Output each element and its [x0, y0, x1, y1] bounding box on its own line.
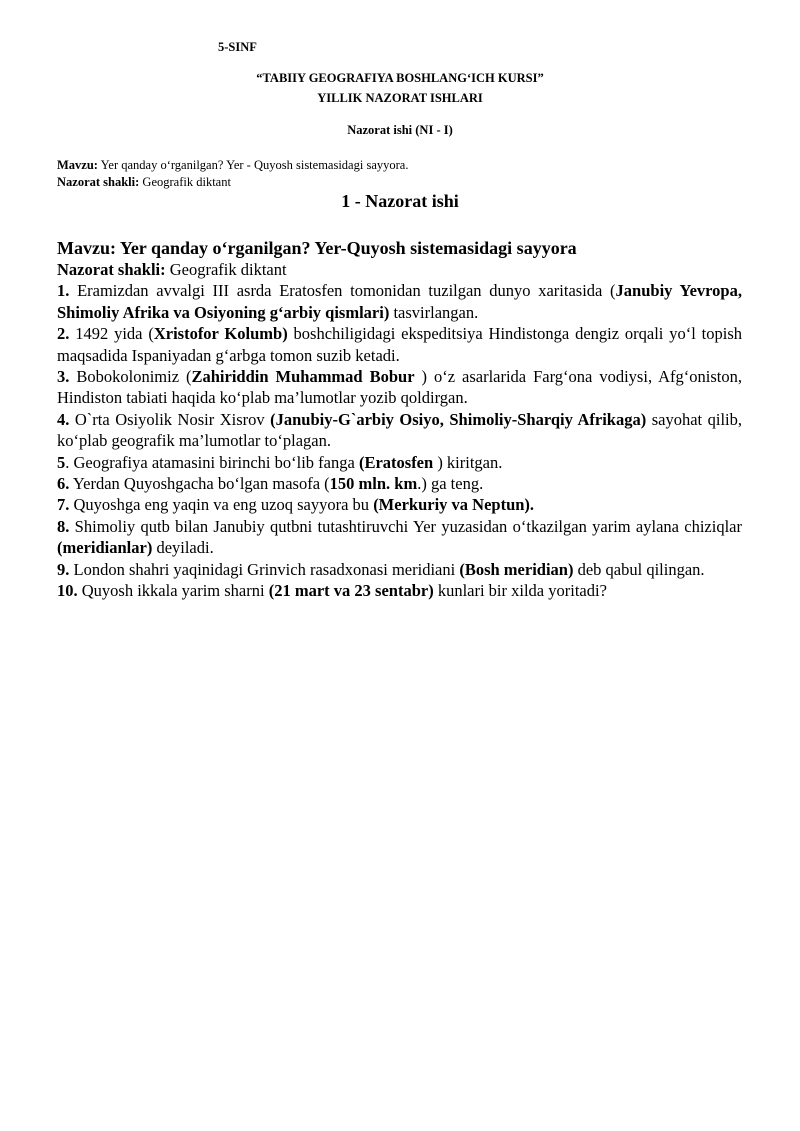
list-item: 1. Eramizdan avvalgi III asrda Eratosfen tomonidan tuzilgan dunyo xaritasida (Janubiy Yevropa, Shimoliy Afrika va Osiyoning g‘arbiy qismlari) tasvirlangan.: [57, 281, 742, 322]
list-item: 5. Geografiya atamasini birinchi bo‘lib fanga (Eratosfen ) kiritgan.: [57, 452, 503, 472]
list-item: 9. London shahri yaqinidagi Grinvich rasadxonasi meridiani (Bosh meridian) deb qabul qilingan.: [57, 559, 705, 579]
meta-form-label: Nazorat shakli:: [57, 175, 140, 189]
section-form-label: Nazorat shakli:: [57, 260, 166, 279]
section-topic: Mavzu: Yer qanday o‘rganilgan? Yer-Quyosh sistemasidagi sayyora: [57, 238, 577, 258]
section-form-text: Geografik diktant: [165, 260, 287, 279]
meta-topic: [57, 158, 408, 173]
list-item: 8. Shimoliy qutb bilan Janubiy qutbni tutashtiruvchi Yer yuzasidan o‘tkazilgan yarim aylana chiziqlar (meridianlar) deyiladi.: [57, 516, 742, 558]
list-item: 6. Yerdan Quyoshgacha bo‘lgan masofa (150 mln. km.) ga teng.: [57, 474, 484, 494]
meta-topic-text: Yer qanday o‘rganilgan? Yer - Quyosh sistemasidagi sayyora.: [97, 158, 409, 172]
section-form: [57, 259, 742, 280]
course-subtitle: YILLIK NAZORAT ISHLARI: [317, 91, 483, 105]
meta-form: [57, 175, 231, 190]
list-item: 10. Quyosh ikkala yarim sharni (21 mart va 23 sentabr) kunlari bir xilda yoritadi?: [57, 581, 607, 601]
list-item: 4. O`rta Osiyolik Nosir Xisrov (Janubiy-G`arbiy Osiyo, Shimoliy-Sharqiy Afrikaga) sayohat qilib, ko‘plab geografik ma’lumotlar to‘plagan.: [57, 409, 742, 451]
meta-topic-label: Mavzu:: [57, 158, 98, 172]
dictation-body: [57, 237, 742, 602]
list-item: 7. Quyoshga eng yaqin va eng uzoq sayyora bu (Merkuriy va Neptun).: [57, 495, 535, 515]
section-heading: 1 - Nazorat ishi: [341, 191, 459, 211]
list-item: 2. 1492 yida (Xristofor Kolumb) boshchiligidagi ekspeditsiya Hindistonga dengiz orqali yo‘l topish maqsadida Ispaniyadan g‘arbga tomon suzib ketadi.: [57, 324, 742, 365]
list-item: 3. Bobokolonimiz (Zahiriddin Muhammad Bobur ) o‘z asarlarida Farg‘ona vodiysi, Afg‘oniston, Hindiston tabiati haqida ko‘plab ma’lumotlar yozib qoldirgan.: [57, 367, 742, 408]
grade-label: 5-SINF: [218, 40, 257, 54]
course-title: “TABIIY GEOGRAFIYA BOSHLANG‘ICH KURSI”: [256, 71, 544, 85]
work-code: Nazorat ishi (NI - I): [347, 123, 453, 137]
meta-form-text: Geografik diktant: [139, 175, 231, 189]
